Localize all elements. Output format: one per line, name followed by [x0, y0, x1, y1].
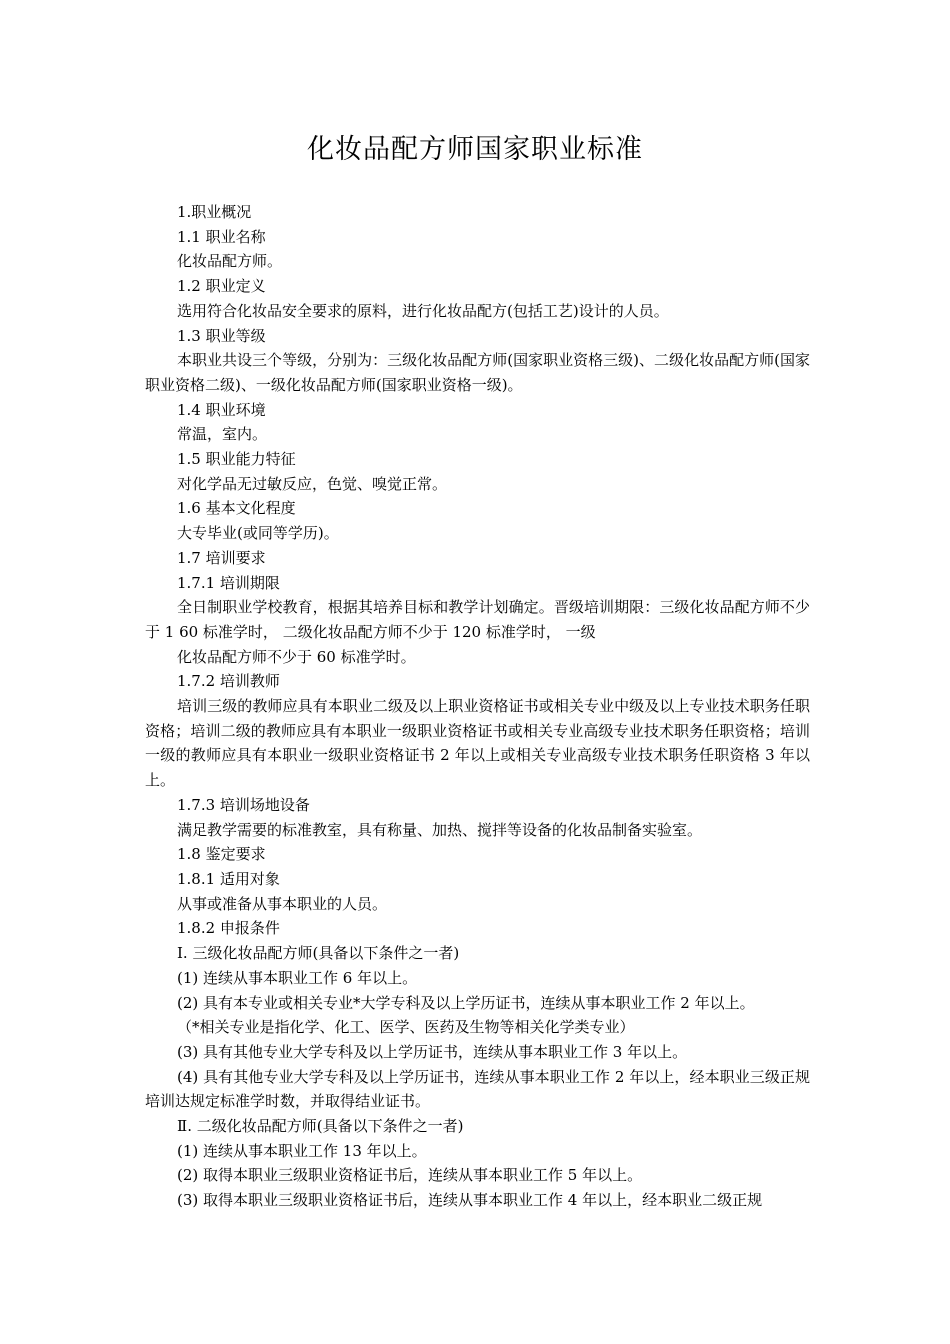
- paragraph: 从事或准备从事本职业的人员。: [177, 894, 388, 913]
- list-item: (1) 连续从事本职业工作 6 年以上。: [177, 968, 418, 987]
- subsection-heading: 1.7.3 培训场地设备: [177, 795, 310, 814]
- subsection-heading: 1.4 职业环境: [177, 400, 266, 419]
- subsection-heading: 1.7 培训要求: [177, 548, 266, 567]
- paragraph: 大专毕业(或同等学历)。: [177, 524, 339, 543]
- paragraph: 满足教学需要的标准教室，具有称量、加热、搅拌等设备的化妆品制备实验室。: [177, 820, 703, 839]
- subsection-heading: 1.3 职业等级: [177, 326, 266, 345]
- list-item: (4) 具有其他专业大学专科及以上学历证书，连续从事本职业工作 2 年以上，经本职业三级正规培训达规定标准学时数，并取得结业证书。: [145, 1067, 810, 1111]
- document-title: 化妆品配方师国家职业标准: [307, 134, 643, 165]
- list-item: (1) 连续从事本职业工作 13 年以上。: [177, 1141, 427, 1160]
- list-item: (3) 取得本职业三级职业资格证书后，连续从事本职业工作 4 年以上，经本职业二级正规: [177, 1191, 763, 1210]
- subsection-heading: 1.7.1 培训期限: [177, 573, 280, 592]
- paragraph: 对化学品无过敏反应，色觉、嗅觉正常。: [177, 474, 448, 493]
- document-body: [145, 200, 810, 1213]
- section-heading: 1.职业概况: [177, 203, 252, 221]
- footnote: （*相关专业是指化学、化工、医学、医药及生物等相关化学类专业）: [177, 1018, 635, 1037]
- subsection-heading: 1.8.2 申报条件: [177, 919, 280, 938]
- paragraph: 化妆品配方师。: [177, 252, 283, 271]
- paragraph: 选用符合化妆品安全要求的原料，进行化妆品配方(包括工艺)设计的人员。: [177, 301, 669, 320]
- subsection-heading: 1.8.1 适用对象: [177, 869, 280, 888]
- paragraph: 培训三级的教师应具有本职业二级及以上职业资格证书或相关专业中级及以上专业技术职务任职资格；培训二级的教师应具有本职业一级职业资格证书或相关专业高级专业技术职务任职资格；培训一级的教师应具有本职业一级职业资格证书 2 年以上或相关专业高级专业技术职务任职资格 3 年以上。: [145, 697, 810, 790]
- subsection-heading: 1.2 职业定义: [177, 277, 266, 296]
- subsection-heading: 1.1 职业名称: [177, 227, 266, 246]
- paragraph: 化妆品配方师不少于 60 标准学时。: [177, 647, 416, 666]
- paragraph: 本职业共设三个等级，分别为：三级化妆品配方师(国家职业资格三级)、二级化妆品配方师(国家职业资格二级)、一级化妆品配方师(国家职业资格一级)。: [145, 351, 810, 394]
- paragraph: 全日制职业学校教育，根据其培养目标和教学计划确定。晋级培训期限：三级化妆品配方师不少于 1 60 标准学时， 二级化妆品配方师不少于 120 标准学时， 一级: [145, 598, 810, 641]
- subsection-heading: 1.6 基本文化程度: [177, 499, 296, 518]
- paragraph: 常温，室内。: [177, 425, 268, 444]
- list-item: (2) 具有本专业或相关专业*大学专科及以上学历证书，连续从事本职业工作 2 年以上。: [177, 993, 755, 1012]
- subsection-heading: 1.8 鉴定要求: [177, 845, 266, 864]
- subsection-heading: 1.5 职业能力特征: [177, 450, 296, 469]
- list-heading: Ⅱ. 二级化妆品配方师(具备以下条件之一者): [177, 1117, 464, 1136]
- list-item: (2) 取得本职业三级职业资格证书后，连续从事本职业工作 5 年以上。: [177, 1166, 643, 1185]
- list-item: (3) 具有其他专业大学专科及以上学历证书，连续从事本职业工作 3 年以上。: [177, 1042, 688, 1061]
- list-heading: Ⅰ. 三级化妆品配方师(具备以下条件之一者): [177, 944, 460, 963]
- subsection-heading: 1.7.2 培训教师: [177, 672, 280, 691]
